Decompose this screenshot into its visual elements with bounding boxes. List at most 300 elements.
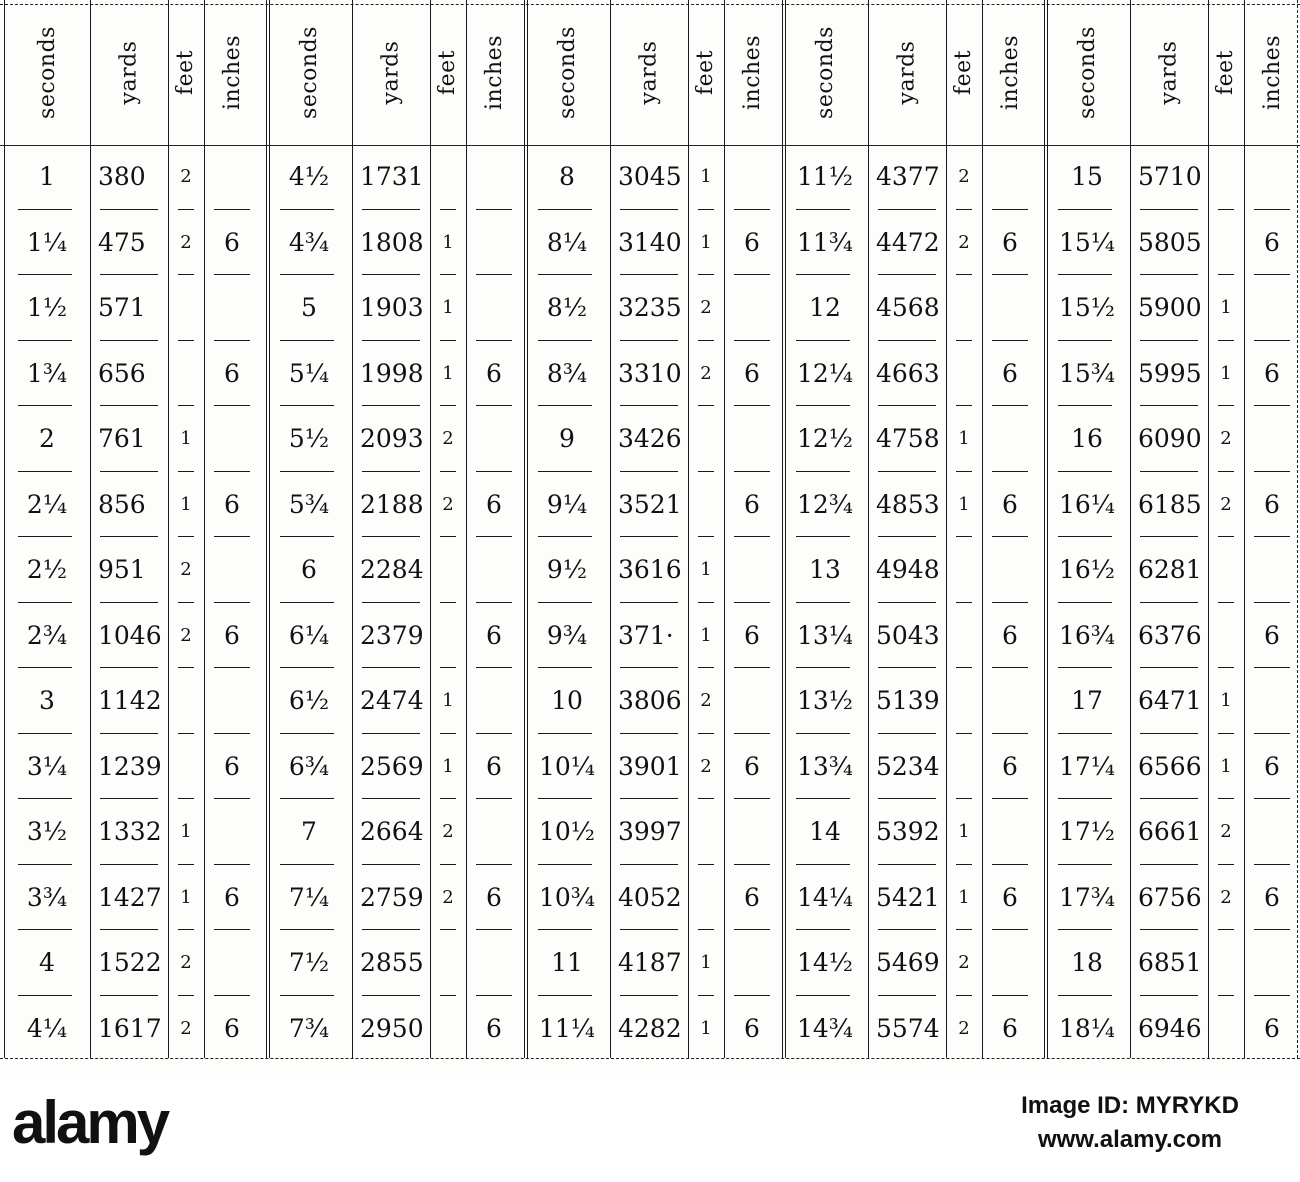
row-divider bbox=[878, 798, 936, 799]
cell-inches: 6 bbox=[224, 227, 240, 257]
row-divider bbox=[698, 209, 714, 210]
row-divider bbox=[538, 798, 592, 799]
cell-inches bbox=[1246, 284, 1298, 332]
row-divider bbox=[100, 536, 158, 537]
row-divider bbox=[992, 667, 1028, 668]
header-seconds bbox=[266, 0, 352, 145]
cell-inches bbox=[726, 808, 778, 856]
cell-inches: 6 bbox=[1002, 227, 1018, 257]
column-divider bbox=[168, 0, 169, 1058]
row-divider bbox=[1058, 929, 1112, 930]
cell-yards: 2569 bbox=[360, 751, 424, 781]
row-divider bbox=[538, 471, 592, 472]
cell-yards: 1903 bbox=[360, 293, 424, 322]
cell-inches bbox=[984, 153, 1036, 201]
cell-feet: 2 bbox=[958, 952, 970, 973]
row-divider bbox=[796, 209, 850, 210]
cell-inches bbox=[726, 677, 778, 725]
row-divider bbox=[878, 274, 936, 275]
page-edge bbox=[1297, 0, 1298, 1058]
row-divider bbox=[214, 536, 250, 537]
cell-seconds: 7½ bbox=[288, 948, 330, 977]
cell-seconds: 3¾ bbox=[26, 882, 68, 912]
row-divider bbox=[538, 864, 592, 865]
row-divider bbox=[178, 667, 194, 668]
header-yards bbox=[868, 0, 946, 145]
cell-inches: 6 bbox=[1002, 489, 1018, 519]
row-divider bbox=[440, 602, 456, 603]
cell-seconds: 11½ bbox=[796, 162, 854, 191]
cell-seconds: 10¼ bbox=[538, 751, 596, 781]
cell-yards: 761 bbox=[98, 424, 146, 453]
row-divider bbox=[178, 209, 194, 210]
cell-inches bbox=[206, 939, 258, 987]
cell-yards: 475 bbox=[98, 227, 146, 257]
row-divider bbox=[1058, 405, 1112, 406]
cell-inches bbox=[984, 415, 1036, 463]
cell-inches: 6 bbox=[486, 882, 502, 912]
row-divider bbox=[1254, 864, 1290, 865]
cell-feet: 1 bbox=[1220, 297, 1232, 318]
cell-inches: 6 bbox=[1264, 751, 1280, 781]
row-divider bbox=[620, 602, 678, 603]
row-divider bbox=[878, 667, 936, 668]
cell-inches bbox=[206, 415, 258, 463]
cell-seconds: 5¾ bbox=[288, 489, 330, 519]
cell-feet bbox=[1210, 939, 1242, 987]
cell-inches bbox=[726, 153, 778, 201]
cell-feet: 1 bbox=[180, 428, 192, 449]
cell-feet bbox=[1210, 219, 1242, 267]
cell-seconds: 11¼ bbox=[538, 1013, 596, 1043]
row-divider bbox=[620, 209, 678, 210]
row-divider bbox=[18, 209, 72, 210]
row-divider bbox=[476, 798, 512, 799]
row-divider bbox=[178, 995, 194, 996]
row-divider bbox=[214, 995, 250, 996]
row-divider bbox=[1058, 864, 1112, 865]
cell-seconds: 13¼ bbox=[796, 620, 854, 650]
row-divider bbox=[538, 274, 592, 275]
row-divider bbox=[878, 733, 936, 734]
column-divider bbox=[1130, 0, 1131, 1058]
cell-yards: 2950 bbox=[360, 1013, 424, 1043]
cell-yards: 951 bbox=[98, 555, 146, 584]
cell-seconds: 15¾ bbox=[1058, 358, 1116, 388]
cell-yards: 2759 bbox=[360, 882, 424, 912]
row-divider bbox=[620, 471, 678, 472]
row-divider bbox=[992, 864, 1028, 865]
cell-feet: 2 bbox=[700, 755, 712, 777]
header-inches bbox=[982, 0, 1038, 145]
cell-seconds: 18¼ bbox=[1058, 1013, 1116, 1043]
cell-feet bbox=[432, 1005, 464, 1053]
cell-inches bbox=[1246, 939, 1298, 987]
header-yards bbox=[1130, 0, 1208, 145]
row-divider bbox=[362, 536, 420, 537]
row-divider bbox=[100, 864, 158, 865]
row-divider bbox=[178, 471, 194, 472]
row-divider bbox=[1254, 209, 1290, 210]
cell-feet: 1 bbox=[958, 428, 970, 449]
cell-yards: 3426 bbox=[618, 424, 682, 453]
row-divider bbox=[362, 209, 420, 210]
row-divider bbox=[214, 405, 250, 406]
row-divider bbox=[734, 340, 770, 341]
row-divider bbox=[796, 667, 850, 668]
cell-inches: 6 bbox=[224, 620, 240, 650]
row-divider bbox=[280, 667, 334, 668]
cell-inches bbox=[1246, 415, 1298, 463]
cell-feet: 1 bbox=[442, 362, 454, 384]
cell-seconds: 4¼ bbox=[26, 1013, 68, 1043]
cell-seconds: 12¼ bbox=[796, 358, 854, 388]
cell-feet bbox=[690, 481, 722, 529]
row-divider bbox=[538, 209, 592, 210]
row-divider bbox=[698, 340, 714, 341]
cell-inches bbox=[1246, 546, 1298, 594]
cell-feet bbox=[1210, 546, 1242, 594]
row-divider bbox=[214, 274, 250, 275]
cell-seconds: 16 bbox=[1071, 424, 1103, 453]
column-divider bbox=[352, 0, 353, 1058]
row-divider bbox=[620, 929, 678, 930]
cell-seconds: 12¾ bbox=[796, 489, 854, 519]
cell-inches: 6 bbox=[1264, 1013, 1280, 1043]
cell-seconds: 5½ bbox=[288, 424, 330, 453]
row-divider bbox=[734, 929, 770, 930]
cell-inches bbox=[468, 808, 520, 856]
header-label: inches bbox=[219, 34, 245, 111]
row-divider bbox=[1218, 733, 1234, 734]
row-divider bbox=[1058, 995, 1112, 996]
cell-seconds: 14 bbox=[809, 817, 841, 846]
cell-seconds: 15½ bbox=[1058, 293, 1116, 322]
cell-yards: 371· bbox=[618, 620, 674, 650]
row-divider bbox=[796, 602, 850, 603]
row-divider bbox=[538, 667, 592, 668]
cell-inches: 6 bbox=[224, 489, 240, 519]
cell-seconds: 2¼ bbox=[26, 489, 68, 519]
row-divider bbox=[100, 405, 158, 406]
row-divider bbox=[280, 340, 334, 341]
cell-feet: 2 bbox=[442, 821, 454, 842]
row-divider bbox=[1218, 667, 1234, 668]
row-divider bbox=[476, 471, 512, 472]
row-divider bbox=[1140, 536, 1198, 537]
row-divider bbox=[440, 340, 456, 341]
cell-seconds: 15 bbox=[1071, 162, 1103, 191]
cell-yards: 1046 bbox=[98, 620, 162, 650]
cell-feet: 1 bbox=[700, 1017, 712, 1039]
row-divider bbox=[178, 929, 194, 930]
row-divider bbox=[1058, 471, 1112, 472]
cell-yards: 6281 bbox=[1138, 555, 1202, 584]
row-divider bbox=[956, 864, 972, 865]
row-divider bbox=[956, 209, 972, 210]
row-divider bbox=[796, 733, 850, 734]
row-divider bbox=[1140, 274, 1198, 275]
row-divider bbox=[476, 536, 512, 537]
column-divider bbox=[90, 0, 91, 1058]
row-divider bbox=[100, 471, 158, 472]
header-label: yards bbox=[1156, 40, 1182, 105]
row-divider bbox=[476, 405, 512, 406]
cell-yards: 5234 bbox=[876, 751, 940, 781]
column-divider bbox=[204, 0, 205, 1058]
cell-yards: 6376 bbox=[1138, 620, 1202, 650]
row-divider bbox=[1140, 471, 1198, 472]
cell-inches bbox=[468, 939, 520, 987]
row-divider bbox=[992, 340, 1028, 341]
cell-seconds: 1½ bbox=[26, 293, 68, 322]
column-divider bbox=[946, 0, 947, 1058]
row-divider bbox=[440, 274, 456, 275]
header-feet bbox=[688, 0, 724, 145]
header-label: feet bbox=[435, 49, 461, 96]
row-divider bbox=[538, 405, 592, 406]
cell-yards: 5139 bbox=[876, 686, 940, 715]
row-divider bbox=[878, 929, 936, 930]
cell-inches: 6 bbox=[224, 358, 240, 388]
row-divider bbox=[476, 274, 512, 275]
row-divider bbox=[100, 274, 158, 275]
cell-yards: 3806 bbox=[618, 686, 682, 715]
row-divider bbox=[698, 602, 714, 603]
cell-yards: 3521 bbox=[618, 489, 682, 519]
cell-seconds: 11 bbox=[551, 948, 583, 977]
cell-inches: 6 bbox=[744, 358, 760, 388]
cell-inches bbox=[206, 808, 258, 856]
cell-inches: 6 bbox=[1264, 227, 1280, 257]
cell-seconds: 15¼ bbox=[1058, 227, 1116, 257]
row-divider bbox=[992, 995, 1028, 996]
cell-inches: 6 bbox=[1002, 358, 1018, 388]
header-label: seconds bbox=[34, 26, 60, 119]
cell-feet: 2 bbox=[180, 231, 192, 253]
cell-feet: 1 bbox=[1220, 690, 1232, 711]
header-yards bbox=[610, 0, 688, 145]
row-divider bbox=[698, 995, 714, 996]
row-divider bbox=[18, 864, 72, 865]
row-divider bbox=[214, 340, 250, 341]
cell-seconds: 12 bbox=[809, 293, 841, 322]
row-divider bbox=[796, 471, 850, 472]
cell-inches: 6 bbox=[744, 620, 760, 650]
cell-yards: 1522 bbox=[98, 948, 162, 977]
cell-seconds: 3 bbox=[39, 686, 55, 715]
cell-yards: 380 bbox=[98, 162, 146, 191]
row-divider bbox=[1140, 929, 1198, 930]
row-divider bbox=[440, 405, 456, 406]
cell-feet: 2 bbox=[442, 493, 454, 515]
cell-yards: 6946 bbox=[1138, 1013, 1202, 1043]
row-divider bbox=[1218, 405, 1234, 406]
cell-yards: 856 bbox=[98, 489, 146, 519]
cell-yards: 4377 bbox=[876, 162, 940, 191]
row-divider bbox=[280, 733, 334, 734]
cell-feet: 1 bbox=[180, 821, 192, 842]
cell-feet: 2 bbox=[700, 362, 712, 384]
cell-yards: 6661 bbox=[1138, 817, 1202, 846]
cell-yards: 2093 bbox=[360, 424, 424, 453]
cell-yards: 5900 bbox=[1138, 293, 1202, 322]
row-divider bbox=[796, 864, 850, 865]
row-divider bbox=[1140, 798, 1198, 799]
row-divider bbox=[100, 602, 158, 603]
row-divider bbox=[1058, 667, 1112, 668]
header-seconds bbox=[782, 0, 868, 145]
header-label: seconds bbox=[296, 26, 322, 119]
cell-seconds: 8¼ bbox=[546, 227, 588, 257]
row-divider bbox=[362, 667, 420, 668]
row-divider bbox=[734, 536, 770, 537]
row-divider bbox=[1058, 733, 1112, 734]
cell-feet bbox=[690, 415, 722, 463]
cell-seconds: 5 bbox=[301, 293, 317, 322]
cell-feet bbox=[170, 743, 202, 791]
row-divider bbox=[620, 667, 678, 668]
cell-seconds: 8¾ bbox=[546, 358, 588, 388]
header-label: seconds bbox=[812, 26, 838, 119]
cell-yards: 5574 bbox=[876, 1013, 940, 1043]
row-divider bbox=[878, 864, 936, 865]
cell-yards: 6471 bbox=[1138, 686, 1202, 715]
cell-inches bbox=[206, 284, 258, 332]
row-divider bbox=[734, 733, 770, 734]
row-divider bbox=[1140, 667, 1198, 668]
cell-inches bbox=[468, 153, 520, 201]
cell-inches: 6 bbox=[224, 882, 240, 912]
row-divider bbox=[1254, 471, 1290, 472]
header-label: yards bbox=[116, 40, 142, 105]
header-label: inches bbox=[481, 34, 507, 111]
row-divider bbox=[734, 798, 770, 799]
row-divider bbox=[1254, 667, 1290, 668]
row-divider bbox=[992, 405, 1028, 406]
header-feet bbox=[168, 0, 204, 145]
cell-feet: 1 bbox=[180, 493, 192, 515]
image-id-label: Image ID: MYRYKD bbox=[1021, 1092, 1239, 1119]
alamy-logo: alamy bbox=[12, 1089, 168, 1156]
cell-feet bbox=[432, 153, 464, 201]
row-divider bbox=[280, 798, 334, 799]
header-label: feet bbox=[1213, 49, 1239, 96]
table-rule bbox=[0, 1058, 1300, 1059]
cell-yards: 3997 bbox=[618, 817, 682, 846]
cell-inches: 6 bbox=[744, 882, 760, 912]
cell-seconds: 9¼ bbox=[546, 489, 588, 519]
row-divider bbox=[538, 536, 592, 537]
row-divider bbox=[1254, 405, 1290, 406]
row-divider bbox=[178, 274, 194, 275]
row-divider bbox=[1140, 995, 1198, 996]
row-divider bbox=[1218, 798, 1234, 799]
cell-seconds: 4½ bbox=[288, 162, 330, 191]
cell-inches bbox=[206, 677, 258, 725]
header-label: yards bbox=[894, 40, 920, 105]
cell-seconds: 3¼ bbox=[26, 751, 68, 781]
row-divider bbox=[878, 536, 936, 537]
row-divider bbox=[214, 667, 250, 668]
cell-yards: 5805 bbox=[1138, 227, 1202, 257]
cell-inches: 6 bbox=[486, 751, 502, 781]
cell-yards: 1617 bbox=[98, 1013, 162, 1043]
row-divider bbox=[280, 274, 334, 275]
cell-seconds: 4 bbox=[39, 948, 55, 977]
row-divider bbox=[698, 536, 714, 537]
row-divider bbox=[1058, 536, 1112, 537]
cell-feet bbox=[432, 546, 464, 594]
row-divider bbox=[18, 274, 72, 275]
row-divider bbox=[956, 274, 972, 275]
cell-inches: 6 bbox=[1002, 1013, 1018, 1043]
row-divider bbox=[1254, 536, 1290, 537]
row-divider bbox=[362, 340, 420, 341]
header-label: seconds bbox=[1074, 26, 1100, 119]
cell-seconds: 6 bbox=[301, 555, 317, 584]
cell-yards: 3235 bbox=[618, 293, 682, 322]
cell-feet: 1 bbox=[958, 493, 970, 515]
cell-feet: 1 bbox=[442, 231, 454, 253]
cell-inches bbox=[984, 677, 1036, 725]
cell-yards: 2664 bbox=[360, 817, 424, 846]
cell-feet: 1 bbox=[958, 821, 970, 842]
cell-yards: 1332 bbox=[98, 817, 162, 846]
cell-yards: 5995 bbox=[1138, 358, 1202, 388]
row-divider bbox=[214, 471, 250, 472]
row-divider bbox=[440, 733, 456, 734]
row-divider bbox=[280, 995, 334, 996]
cell-feet: 1 bbox=[700, 231, 712, 253]
header-feet bbox=[946, 0, 982, 145]
header-label: feet bbox=[693, 49, 719, 96]
cell-yards: 4052 bbox=[618, 882, 682, 912]
cell-inches: 6 bbox=[744, 227, 760, 257]
cell-seconds: 13¾ bbox=[796, 751, 854, 781]
row-divider bbox=[698, 405, 714, 406]
row-divider bbox=[440, 209, 456, 210]
cell-yards: 2284 bbox=[360, 555, 424, 584]
cell-feet bbox=[432, 612, 464, 660]
cell-seconds: 14¾ bbox=[796, 1013, 854, 1043]
cell-seconds: 16½ bbox=[1058, 555, 1116, 584]
column-divider bbox=[724, 0, 725, 1058]
row-divider bbox=[1218, 274, 1234, 275]
row-divider bbox=[18, 471, 72, 472]
cell-inches: 6 bbox=[486, 358, 502, 388]
row-divider bbox=[362, 471, 420, 472]
cell-yards: 4758 bbox=[876, 424, 940, 453]
row-divider bbox=[18, 733, 72, 734]
column-divider bbox=[430, 0, 431, 1058]
row-divider bbox=[698, 798, 714, 799]
header-label: inches bbox=[1259, 34, 1285, 111]
cell-feet: 1 bbox=[700, 559, 712, 580]
cell-seconds: 2½ bbox=[26, 555, 68, 584]
row-divider bbox=[956, 667, 972, 668]
row-divider bbox=[878, 995, 936, 996]
table-rule bbox=[0, 145, 1300, 146]
site-url-label: www.alamy.com bbox=[1037, 1126, 1223, 1153]
row-divider bbox=[698, 929, 714, 930]
row-divider bbox=[362, 274, 420, 275]
row-divider bbox=[178, 733, 194, 734]
cell-yards: 6566 bbox=[1138, 751, 1202, 781]
cell-seconds: 2 bbox=[39, 424, 55, 453]
row-divider bbox=[362, 602, 420, 603]
cell-yards: 5710 bbox=[1138, 162, 1202, 191]
